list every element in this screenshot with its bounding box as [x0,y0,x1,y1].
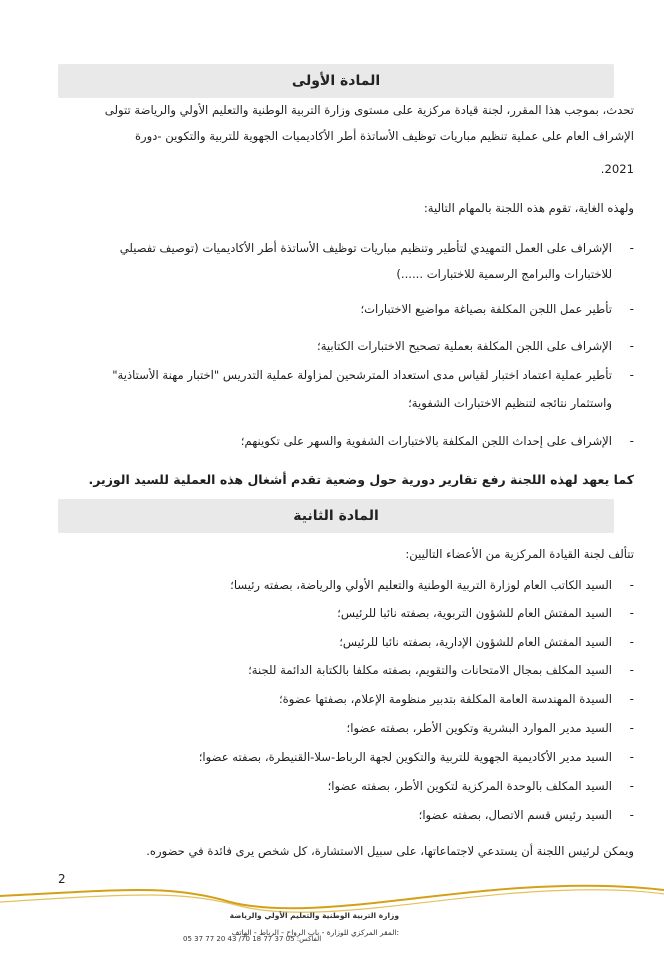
member-item: السيد رئيس قسم الاتصال، بصفته عضوا؛ [418,808,612,822]
bullet-dash: - [629,368,634,382]
bullet-dash: - [629,241,634,255]
footer-wave-decoration [0,880,664,960]
task-item-continuation: للاختبارات والبرامج الرسمية للاختبارات ......) [396,267,612,281]
bullet-dash: - [629,692,634,706]
article-1-paragraph-line: تحدث، بموجب هذا المقرر، لجنة قيادة مركزية على مستوى وزارة التربية الوطنية والتعليم الأولي والرياضة تتولى [104,103,634,117]
bullet-dash: - [629,434,634,448]
article-1-paragraph-line: الإشراف العام على عملية تنظيم مباريات توظيف الأساتذة أطر الأكاديميات الجهوية للتربية والتكوين -دورة [134,129,634,143]
member-item: السيد مدير الموارد البشرية وتكوين الأطر، بصفته عضوا؛ [346,721,612,735]
article-2-closing: ويمكن لرئيس اللجنة أن يستدعي لاجتماعاتها، على سبيل الاستشارة، كل شخص يرى فائدة في حضوره. [146,844,634,858]
bullet-dash: - [629,779,634,793]
task-item: الإشراف على العمل التمهيدي لتأطير وتنظيم مباريات توظيف الأساتذة أطر الأكاديميات (توصيف تفصيلي [119,241,612,255]
member-item: السيد المفتش العام للشؤون التربوية، بصفته نائبا للرئيس؛ [337,606,612,620]
article-2-intro: تتألف لجنة القيادة المركزية من الأعضاء التاليين: [405,547,634,561]
article-1-closing: كما يعهد لهذه اللجنة رفع تقارير دورية حول وضعية تقدم أشغال هذه العملية للسيد الوزير. [88,472,634,487]
task-item: تأطير عمل اللجن المكلفة بصياغة مواضيع الاختبارات؛ [360,302,612,316]
article-2-heading: المادة الثانية [58,499,614,533]
bullet-dash: - [629,808,634,822]
article-1-heading: المادة الأولى [58,64,614,98]
footer-address: المقر المركزي للوزارة - باب الرواح - الرباط - الهاتف: [231,928,399,937]
member-item: السيد المكلف بالوحدة المركزية لتكوين الأطر، بصفته عضوا؛ [327,779,612,793]
bullet-dash: - [629,750,634,764]
bullet-dash: - [629,578,634,592]
bullet-dash: - [629,606,634,620]
article-1-paragraph-line: 2021. [600,162,634,176]
member-item: السيد المكلف بمجال الامتحانات والتقويم، بصفته مكلفا بالكتابة الدائمة للجنة؛ [248,663,612,677]
page-number: 2 [58,872,66,886]
bullet-dash: - [629,635,634,649]
task-item: الإشراف على إحداث اللجن المكلفة بالاختبارات الشفوية والسهر على تكوينهم؛ [240,434,612,448]
task-item: الإشراف على اللجن المكلفة بعملية تصحيح الاختبارات الكتابية؛ [317,339,612,353]
task-item-continuation: واستثمار نتائجه لتنظيم الاختبارات الشفوية؛ [408,396,612,410]
footer-phone-numbers: 05 37 77 20 43 /الفاكس: 05 37 77 18 70 [183,935,322,943]
bullet-dash: - [629,721,634,735]
member-item: السيد المفتش العام للشؤون الإدارية، بصفته نائبا للرئيس؛ [339,635,612,649]
member-item: السيد مدير الأكاديمية الجهوية للتربية والتكوين لجهة الرباط-سلا-القنيطرة، بصفته عضوا؛ [198,750,612,764]
article-1-intro: ولهذه الغاية، تقوم هذه اللجنة بالمهام التالية: [423,201,634,215]
footer-ministry-name: وزارة التربية الوطنية والتعليم الأولي والرياضة [229,911,399,920]
bullet-dash: - [629,339,634,353]
task-item: تأطير عملية اعتماد اختبار لقياس مدى استعداد المترشحين لمزاولة عملية التدريس "اختبار مهنة الأستاذية" [112,368,612,382]
member-item: السيدة المهندسة العامة المكلفة بتدبير منظومة الإعلام، بصفتها عضوة؛ [278,692,612,706]
member-item: السيد الكاتب العام لوزارة التربية الوطنية والتعليم الأولي والرياضة، بصفته رئيسا؛ [230,578,612,592]
bullet-dash: - [629,302,634,316]
bullet-dash: - [629,663,634,677]
